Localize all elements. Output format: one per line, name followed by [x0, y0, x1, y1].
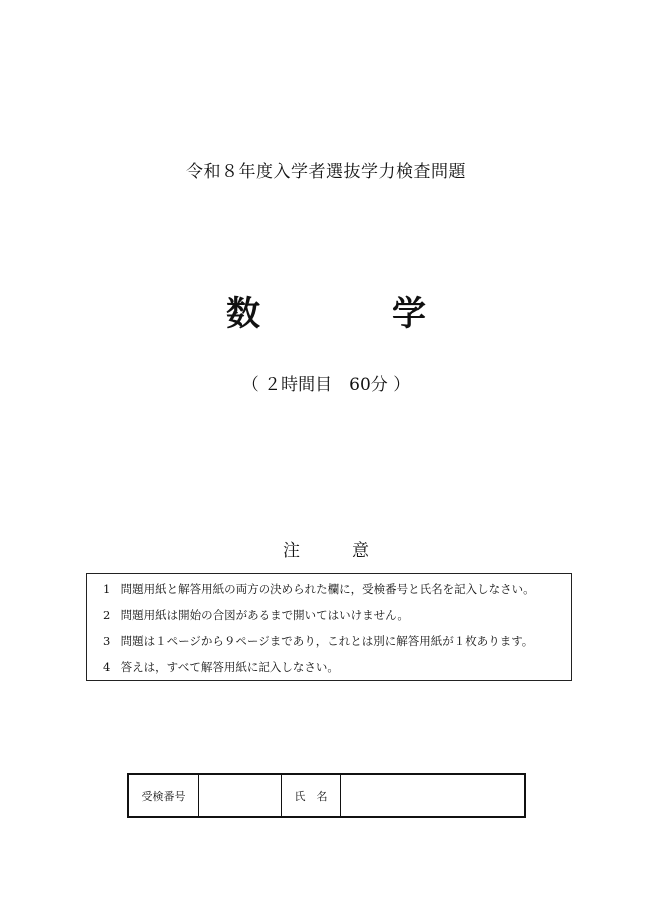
- exam-number-field[interactable]: [199, 775, 282, 816]
- name-label: 氏 名: [282, 775, 341, 816]
- subject-char-2: 学: [392, 294, 426, 334]
- notice-heading: [0, 536, 652, 561]
- exam-number-label: 受検番号: [129, 775, 199, 816]
- subject-title: [0, 292, 652, 336]
- notice-item-number: 1: [103, 582, 111, 596]
- notice-heading-char-1: 注: [283, 541, 300, 561]
- subject-char-1: 数: [226, 294, 260, 334]
- notice-item-number: 4: [103, 660, 111, 674]
- notice-item-text: 問題は１ページから９ページまであり，これとは別に解答用紙が１枚あります。: [120, 634, 534, 648]
- notice-item-text: 問題用紙と解答用紙の両方の決められた欄に，受検番号と氏名を記入しなさい。: [120, 582, 535, 596]
- notice-box: [86, 573, 572, 681]
- notice-item: [103, 581, 535, 597]
- notice-item: [103, 607, 409, 623]
- notice-item-text: 問題用紙は開始の合図があるまで開いてはいけません。: [120, 608, 409, 622]
- notice-item: [103, 633, 533, 649]
- notice-item-text: 答えは，すべて解答用紙に記入しなさい。: [120, 660, 339, 674]
- notice-item-number: 3: [103, 634, 111, 648]
- exam-title: 令和８年度入学者選抜学力検査問題: [186, 162, 466, 182]
- notice-heading-char-2: 意: [352, 541, 369, 561]
- notice-item: [103, 659, 339, 675]
- exam-id-table: [127, 773, 526, 818]
- name-field[interactable]: [341, 775, 524, 816]
- time-info: （ ２時間目 60分 ）: [241, 375, 411, 395]
- notice-item-number: 2: [103, 608, 111, 622]
